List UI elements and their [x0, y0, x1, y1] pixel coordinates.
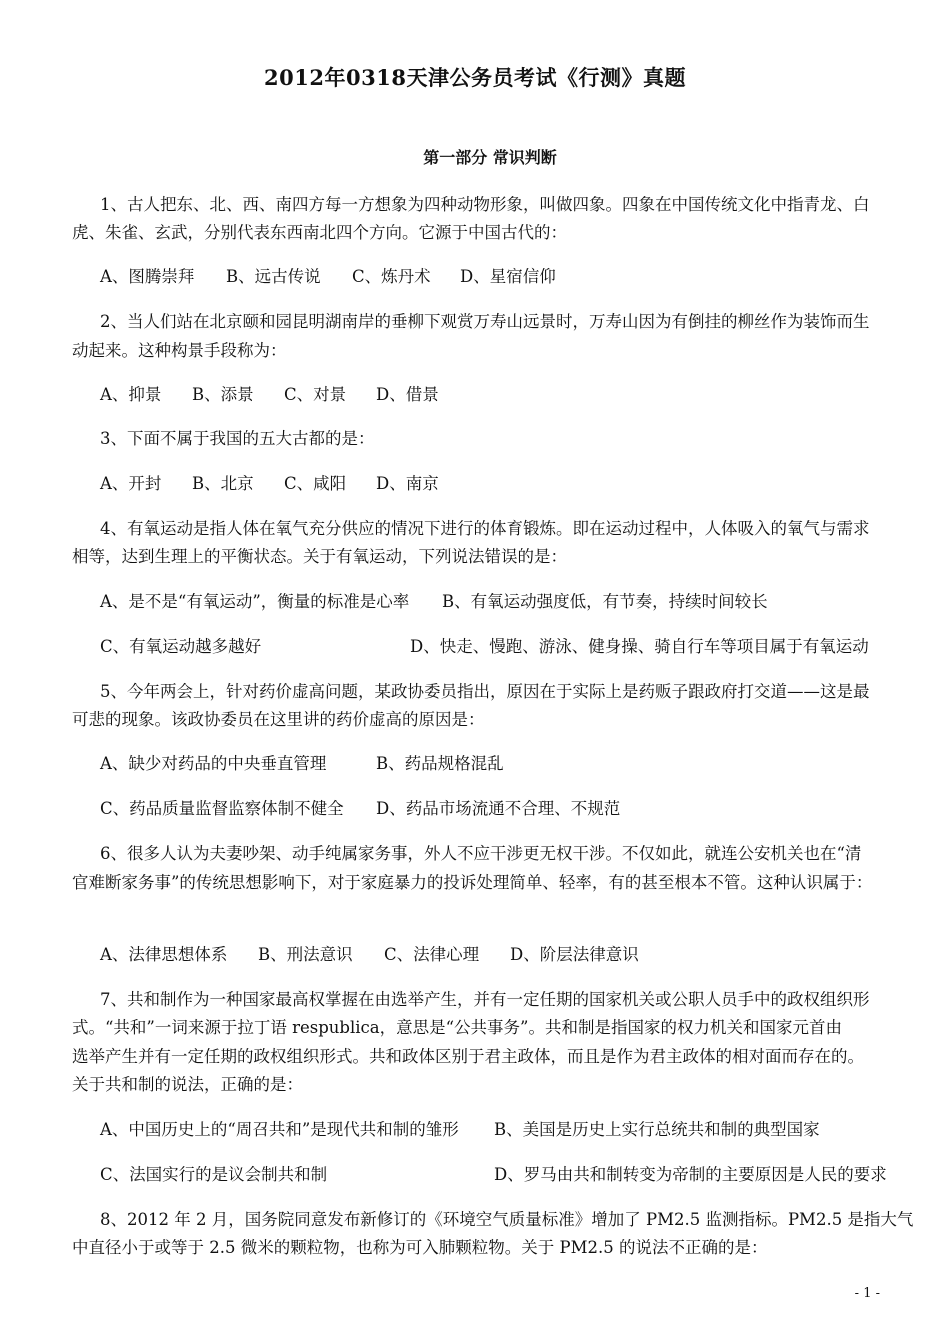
option-d: D、借景	[376, 385, 439, 404]
option-c: C、对景	[284, 385, 347, 404]
option-d: D、阶层法律意识	[510, 945, 639, 964]
question-4-stem-line-2: 相等，达到生理上的平衡状态。关于有氧运动，下列说法错误的是：	[72, 547, 567, 566]
question-5-stem-line-1: 5、今年两会上，针对药价虚高问题，某政协委员指出，原因在于实际上是药贩子跟政府打交道——这是最	[100, 682, 870, 701]
option-c: C、炼丹术	[352, 267, 431, 286]
option-b: B、美国是历史上实行总统共和制的典型国家	[494, 1120, 820, 1139]
question-7-stem-line-1: 7、共和制作为一种国家最高权掌握在由选举产生，并有一定任期的国家机关或公职人员手中的政权组织形	[100, 990, 870, 1009]
option-d: D、罗马由共和制转变为帝制的主要原因是人民的要求	[494, 1165, 887, 1184]
option-b: B、有氧运动强度低，有节奏，持续时间较长	[442, 592, 768, 611]
question-1-stem-line-1: 1、古人把东、北、西、南四方每一方想象为四种动物形象，叫做四象。四象在中国传统文化中指青龙、白	[100, 195, 870, 214]
question-3-stem-line-1: 3、下面不属于我国的五大古都的是：	[100, 429, 375, 448]
option-d: D、快走、慢跑、游泳、健身操、骑自行车等项目属于有氧运动	[410, 637, 869, 656]
option-a: A、法律思想体系	[100, 945, 228, 964]
question-5-stem-line-2: 可悲的现象。该政协委员在这里讲的药价虚高的原因是：	[72, 710, 485, 729]
option-b: B、刑法意识	[258, 945, 353, 964]
option-c: C、咸阳	[284, 474, 347, 493]
option-a: A、开封	[100, 474, 162, 493]
question-7-options-row-2	[100, 1164, 920, 1186]
page-number: - 1 -	[854, 1286, 880, 1301]
question-4-options-row-1	[100, 591, 920, 613]
question-5-options-row-2	[100, 798, 920, 820]
option-d: D、星宿信仰	[460, 267, 556, 286]
option-d: D、药品市场流通不合理、不规范	[376, 799, 621, 818]
question-6-stem-line-1: 6、很多人认为夫妻吵架、动手纯属家务事，外人不应干涉更无权干涉。不仅如此，就连公安机关也在“清	[100, 844, 862, 863]
question-2-options	[100, 384, 920, 406]
option-a: A、图腾崇拜	[100, 267, 195, 286]
option-c: C、法律心理	[384, 945, 480, 964]
option-c: C、有氧运动越多越好	[100, 637, 262, 656]
document-title: 2012年0318天津公务员考试《行测》真题	[264, 65, 686, 90]
question-7-stem-line-2: 式。“共和”一词来源于拉丁语 respublica，意思是“公共事务”。共和制是指国家的权力机关和国家元首由	[72, 1018, 842, 1037]
option-d: D、南京	[376, 474, 439, 493]
question-8-stem-line-2: 中直径小于或等于 2.5 微米的颗粒物，也称为可入肺颗粒物。关于 PM2.5 的说法不正确的是：	[72, 1238, 768, 1257]
question-1-options	[100, 266, 920, 288]
question-8-stem-line-1: 8、2012 年 2 月，国务院同意发布新修订的《环境空气质量标准》增加了 PM2.5 监测指标。PM2.5 是指大气	[100, 1210, 914, 1229]
question-4-options-row-2	[100, 636, 920, 658]
option-b: B、添景	[192, 385, 254, 404]
option-a: A、缺少对药品的中央垂直管理	[100, 754, 327, 773]
option-b: B、药品规格混乱	[376, 754, 504, 773]
question-6-stem-line-2: 官难断家务事”的传统思想影响下，对于家庭暴力的投诉处理简单、轻率，有的甚至根本不管。这种认识属于：	[72, 873, 873, 892]
question-4-stem-line-1: 4、有氧运动是指人体在氧气充分供应的情况下进行的体育锻炼。即在运动过程中，人体吸入的氧气与需求	[100, 519, 870, 538]
option-a: A、是不是“有氧运动”，衡量的标准是心率	[100, 592, 410, 611]
option-a: A、抑景	[100, 385, 162, 404]
question-7-stem-line-3: 选举产生并有一定任期的政权组织形式。共和政体区别于君主政体，而且是作为君主政体的相对面而存在的。	[72, 1047, 864, 1066]
question-2-stem-line-1: 2、当人们站在北京颐和园昆明湖南岸的垂柳下观赏万寿山远景时，万寿山因为有倒挂的柳丝作为装饰而生	[100, 312, 870, 331]
option-c: C、法国实行的是议会制共和制	[100, 1165, 328, 1184]
option-b: B、北京	[192, 474, 254, 493]
question-5-options-row-1	[100, 753, 920, 775]
section-heading: 第一部分 常识判断	[423, 148, 557, 167]
question-3-options	[100, 473, 920, 495]
option-a: A、中国历史上的“周召共和”是现代共和制的雏形	[100, 1120, 459, 1139]
question-1-stem-line-2: 虎、朱雀、玄武，分别代表东西南北四个方向。它源于中国古代的：	[72, 223, 567, 242]
question-7-options-row-1	[100, 1119, 920, 1141]
question-6-options	[100, 944, 920, 966]
option-b: B、远古传说	[226, 267, 321, 286]
question-2-stem-line-2: 动起来。这种构景手段称为：	[72, 341, 287, 360]
question-7-stem-line-4: 关于共和制的说法，正确的是：	[72, 1075, 303, 1094]
option-c: C、药品质量监督监察体制不健全	[100, 799, 344, 818]
